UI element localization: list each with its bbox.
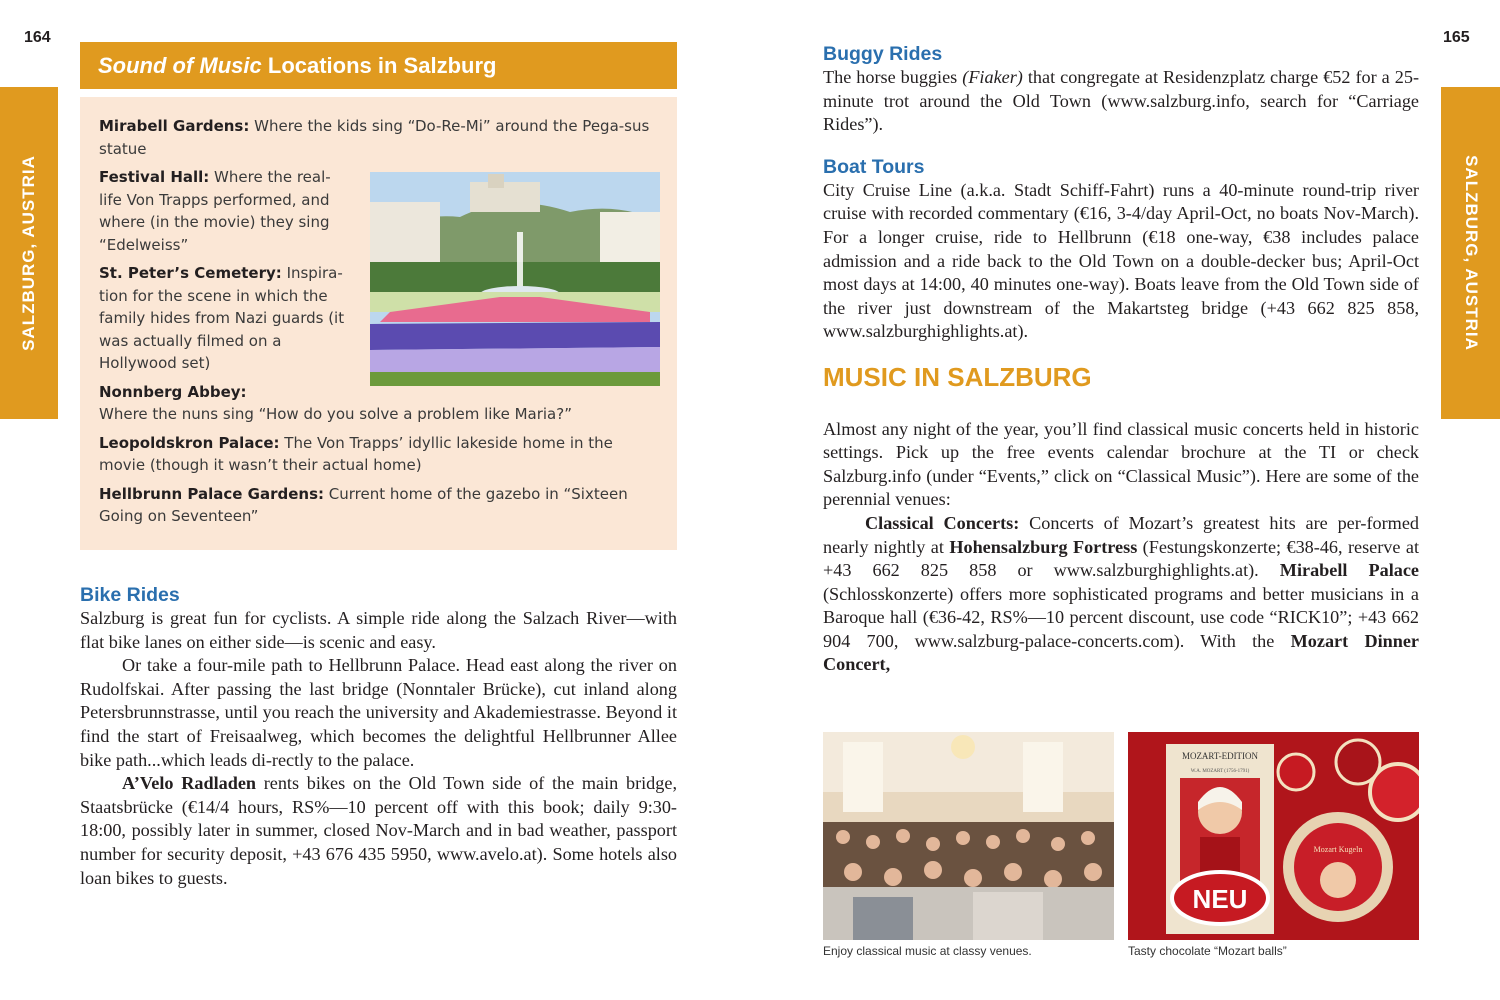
concert-caption: Enjoy classical music at classy venues.: [823, 944, 1032, 958]
side-tab-left: [0, 87, 58, 419]
box-item: St. Peter’s Cemetery: Inspira-tion for the scene in which the family hides from Nazi guards (it was actually filmed on a Hollywood set): [99, 264, 345, 372]
box-title-italic: Sound of Music: [98, 53, 262, 78]
side-tab-right-label: SALZBURG, AUSTRIA: [1461, 155, 1481, 351]
composer-label: W.A. MOZART (1756-1791): [1190, 769, 1250, 774]
page-number-left: 164: [24, 29, 51, 46]
page-number-right: 165: [1443, 29, 1470, 46]
sidebar-box-title: [80, 42, 677, 89]
buggy-paragraph: The horse buggies (Fiaker) that congregate at Residenzplatz charge €52 for a 25-minute trot around the Old Town (www.salzburg.info, search for “Carriage Rides”).: [823, 67, 1420, 135]
concert-photo: [823, 732, 1114, 940]
edition-label: MOZART-EDITION: [1181, 751, 1259, 761]
bike-rides-heading: Bike Rides: [80, 584, 180, 606]
boat-tours-heading: Boat Tours: [823, 155, 925, 178]
box-title-rest: Locations in Salzburg: [261, 53, 497, 78]
side-tab-right: [1441, 87, 1500, 419]
tin-label: Mozart Kugeln: [1313, 845, 1363, 854]
box-item: Mirabell Gardens: Where the kids sing “Do-Re-Mi” around the Pega-sus statue: [99, 117, 650, 158]
concerts-paragraph: Classical Concerts: Concerts of Mozart’s greatest hits are per-formed nearly nightly at Hohensalzburg Fortress (Festungskonzerte; €38-46, reserve at +43 662 825 858 or www.salzburghighlights.at). Mirabell Palace (Schlosskonzerte) offers more sophisticated programs and better musicians in a Baroque hall (€36-42, RS%—10 percent discount, use code “RICK10”; +43 662 904 700, www.salzburg-palace-concerts.com). With the Mozart Dinner Concert,: [823, 512, 1420, 675]
mirabell-gardens-photo: [370, 172, 660, 386]
side-tab-left-label: SALZBURG, AUSTRIA: [19, 155, 38, 351]
music-intro: Almost any night of the year, you’ll find classical music concerts held in historic settings. Pick up the free events calendar brochure at the TI or check Salzburg.info (under “Events,” click on “Classical Music”). Here are some of the perennial venues:: [823, 418, 1419, 510]
box-item: Festival Hall: Where the real-life Von Trapps performed, and where (in the movie) they sing “Edelweiss”: [99, 168, 331, 254]
bike-paragraph-2: Or take a four-mile path to Hellbrunn Palace. Head east along the river on Rudolfskai. After passing the last bridge (Nonntaler Brücke), cut inland along Petersbrunnstrasse, until you reach the university and Akademiestrasse. Beyond it find the start of Freisaalweg, which becomes the delightful Hellbrunner Allee bike path...which leads di-rectly to the palace.: [80, 655, 677, 770]
box-item: Hellbrunn Palace Gardens: Current home of the gazebo in “Sixteen Going on Seventeen”: [99, 484, 628, 525]
buggy-rides-heading: Buggy Rides: [823, 43, 943, 65]
right-column: [823, 42, 1419, 677]
bike-paragraph-3: A’Velo Radladen rents bikes on the Old Town side of the main bridge, Staatsbrücke (€14/4 hours, RS%—10 percent off with this book; daily 9:30-18:00, possibly later in summer, closed Nov-March and in bad weather, passport number for security deposit, +43 676 435 5950, www.avelo.at). Some hotels also loan bikes to guests.: [80, 773, 677, 888]
mozart-balls-photo: [1128, 732, 1419, 940]
box-item: Leopoldskron Palace: The Von Trapps’ idyllic lakeside home in the movie (though it wasn’t their actual home): [99, 433, 613, 474]
box-item: Nonnberg Abbey: Where the nuns sing “How do you solve a problem like Maria?”: [99, 382, 572, 423]
bike-paragraph-1: Salzburg is great fun for cyclists. A simple ride along the Salzach River—with flat bike lanes on either side—is scenic and easy.: [80, 608, 677, 652]
mozart-balls-caption: Tasty chocolate “Mozart balls”: [1128, 944, 1287, 958]
neu-label: NEU: [1192, 884, 1248, 914]
bike-rides-section: [80, 583, 677, 890]
boat-paragraph: City Cruise Line (a.k.a. Stadt Schiff-Fahrt) runs a 40-minute round-trip river cruise with recorded commentary (€16, 3-4/day April-Oct, no boats Nov-March). For a longer cruise, ride to Hellbrunn (€18 one-way, €38 includes palace admission and a ride back to the Old Town on a double-decker bus; April-Oct most days at 14:00, 40 minutes one-way). Boats leave from the Old Town side of the river just downstream of the Makartsteg bridge (+43 662 825 858, www.salzburghighlights.at).: [823, 179, 1419, 342]
music-heading: MUSIC IN SALZBURG: [823, 361, 1092, 392]
